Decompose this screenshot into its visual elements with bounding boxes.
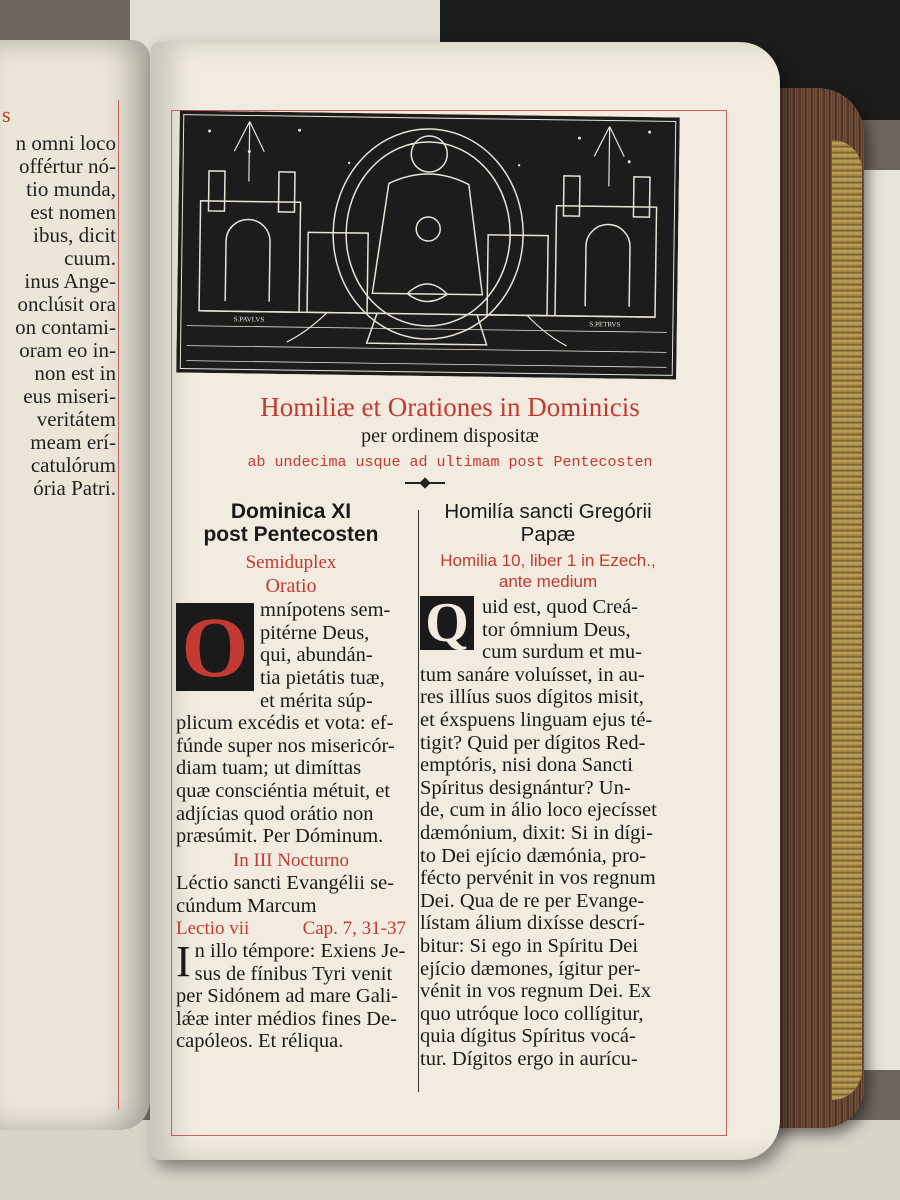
lectio-label: Lectio vii (176, 917, 250, 939)
column-divider (418, 510, 419, 1092)
oratio-line: plicum excédis et vota: ef- (176, 712, 394, 735)
homily-line: Spíritus designántur? Un- (420, 776, 631, 799)
engraving-label-right: S.PETRVS (589, 320, 621, 329)
page-title: Homiliæ et Orationes in Dominicis (260, 392, 640, 422)
cap-reference: Cap. 7, 31-37 (302, 917, 406, 939)
left-page-text (0, 132, 116, 500)
homily-line: quo utróque loco collígitur, (420, 1002, 644, 1025)
homily-line: to Dei ejício dæmónia, pro- (420, 844, 647, 867)
oratio-line: pitérne Deus, (260, 621, 370, 644)
homily-line: ejício dæmones, ígitur per- (420, 957, 641, 980)
rank-label: Semiduplex (245, 552, 337, 573)
right-column (420, 500, 676, 1070)
left-line: est nomen (30, 200, 116, 224)
page-subtitle: per ordinem dispositæ (361, 425, 539, 447)
left-page-red-rule (118, 100, 119, 1110)
dropcap-q: Q (420, 596, 474, 650)
homily-line: dæmónium, dixit: Si in dígi- (420, 821, 653, 844)
left-line: catulórum (30, 453, 116, 477)
gospel-line: sus de fínibus Tyri venit (194, 962, 393, 985)
lectio-title-line: Léctio sancti Evangélii se- (176, 872, 395, 895)
homily-line: tigit? Quid per dígitos Red- (420, 731, 646, 754)
oratio-line: mnípotens sem- (260, 599, 391, 622)
oratio-line: tia pietátis tuæ, (260, 666, 385, 689)
homily-line: lístam álium dixísse descrí- (420, 912, 645, 935)
lectio-row (176, 918, 406, 941)
homily-line: fécto pervénit in vos regnum (420, 867, 656, 890)
dominica-heading-2: post Pentecosten (203, 523, 379, 546)
page-subsubtitle: ab undecima usque ad ultimam post Pentecosten (247, 454, 653, 471)
left-line: eus miseri- (23, 384, 116, 408)
left-line: oram eo in- (19, 338, 116, 362)
left-line: veritátem (36, 407, 116, 431)
homily-heading-1: Homilía sancti Gregórii (444, 500, 652, 523)
left-line: on contami- (15, 315, 116, 339)
oratio-line: præsúmit. Per Dóminum. (176, 825, 384, 848)
homily-line: tum sanáre voluísset, in au- (420, 663, 645, 686)
left-line: meam erí- (30, 430, 116, 454)
gospel-line: per Sidónem ad mare Gali- (176, 985, 399, 1008)
dominica-heading-1: Dominica XI (230, 500, 352, 523)
oratio-line: quæ consciéntia métuit, et (176, 779, 391, 802)
homily-line: tor ómnium Deus, (482, 618, 631, 641)
left-line: offértur nó- (19, 154, 116, 178)
gilt-edge (832, 140, 862, 1100)
oratio-line: et mérita súp- (260, 689, 373, 712)
homily-line: uid est, quod Creá- (482, 596, 638, 618)
left-line: onclúsit ora (17, 292, 116, 316)
homily-line: quia dígitus Spíritus vocá- (420, 1025, 636, 1048)
nocturn-label: In III Nocturno (232, 849, 350, 871)
homily-line: vénit in vos regnum Dei. Ex (420, 980, 652, 1003)
right-page (150, 42, 780, 1160)
oratio-label: Oratio (265, 574, 317, 597)
homily-line: de, cum in álio loco ejecísset (420, 799, 657, 822)
left-page-mark: s (2, 102, 11, 127)
homily-line: cum surdum et mu- (482, 641, 642, 664)
homily-source-1: Homilia 10, liber 1 in Ezech., (440, 551, 656, 570)
dropcap-o: O (176, 603, 254, 691)
homily-line: res illíus suos dígitos misit, (420, 686, 644, 709)
left-line: ória Patri. (33, 476, 116, 500)
gospel-line: lǽæ inter médios fines De- (176, 1007, 397, 1030)
left-column (176, 500, 406, 1053)
homily-source-2: ante medium (498, 572, 598, 591)
oratio-line: adjícias quod orátio non (176, 802, 374, 825)
engraving-label-left: S.PAVLVS (233, 315, 265, 324)
left-line: non est in (34, 361, 116, 385)
engraving-illustration (176, 111, 680, 380)
lectio-title-line: cúndum Marcum (176, 894, 317, 917)
homily-line: Dei. Qua de re per Evange- (420, 889, 645, 912)
left-line: inus Ange- (24, 269, 116, 293)
gospel-initial: I (176, 937, 191, 987)
homily-line: emptóris, nisi dona Sancti (420, 754, 633, 777)
homily-line: bitur: Si ego in Spíritu Dei (420, 934, 639, 957)
left-line: cuum. (64, 246, 116, 270)
gospel-line: capóleos. Et réliqua. (176, 1030, 344, 1053)
homily-line: et éxspuens linguam ejus té- (420, 708, 653, 731)
left-line: ibus, dicit (33, 223, 116, 247)
oratio-line: fúnde super nos misericór- (176, 734, 395, 757)
left-page (0, 40, 150, 1130)
gospel-line: n illo témpore: Exiens Je- (194, 940, 406, 963)
left-line: tio munda, (26, 177, 116, 201)
homily-heading-2: Papæ (520, 523, 576, 546)
left-line: n omni loco (15, 131, 116, 155)
oratio-line: qui, abundán- (260, 644, 373, 667)
oratio-line: diam tuam; ut dimíttas (176, 757, 362, 780)
homily-line: tur. Dígitos ergo in aurícu- (420, 1047, 638, 1070)
